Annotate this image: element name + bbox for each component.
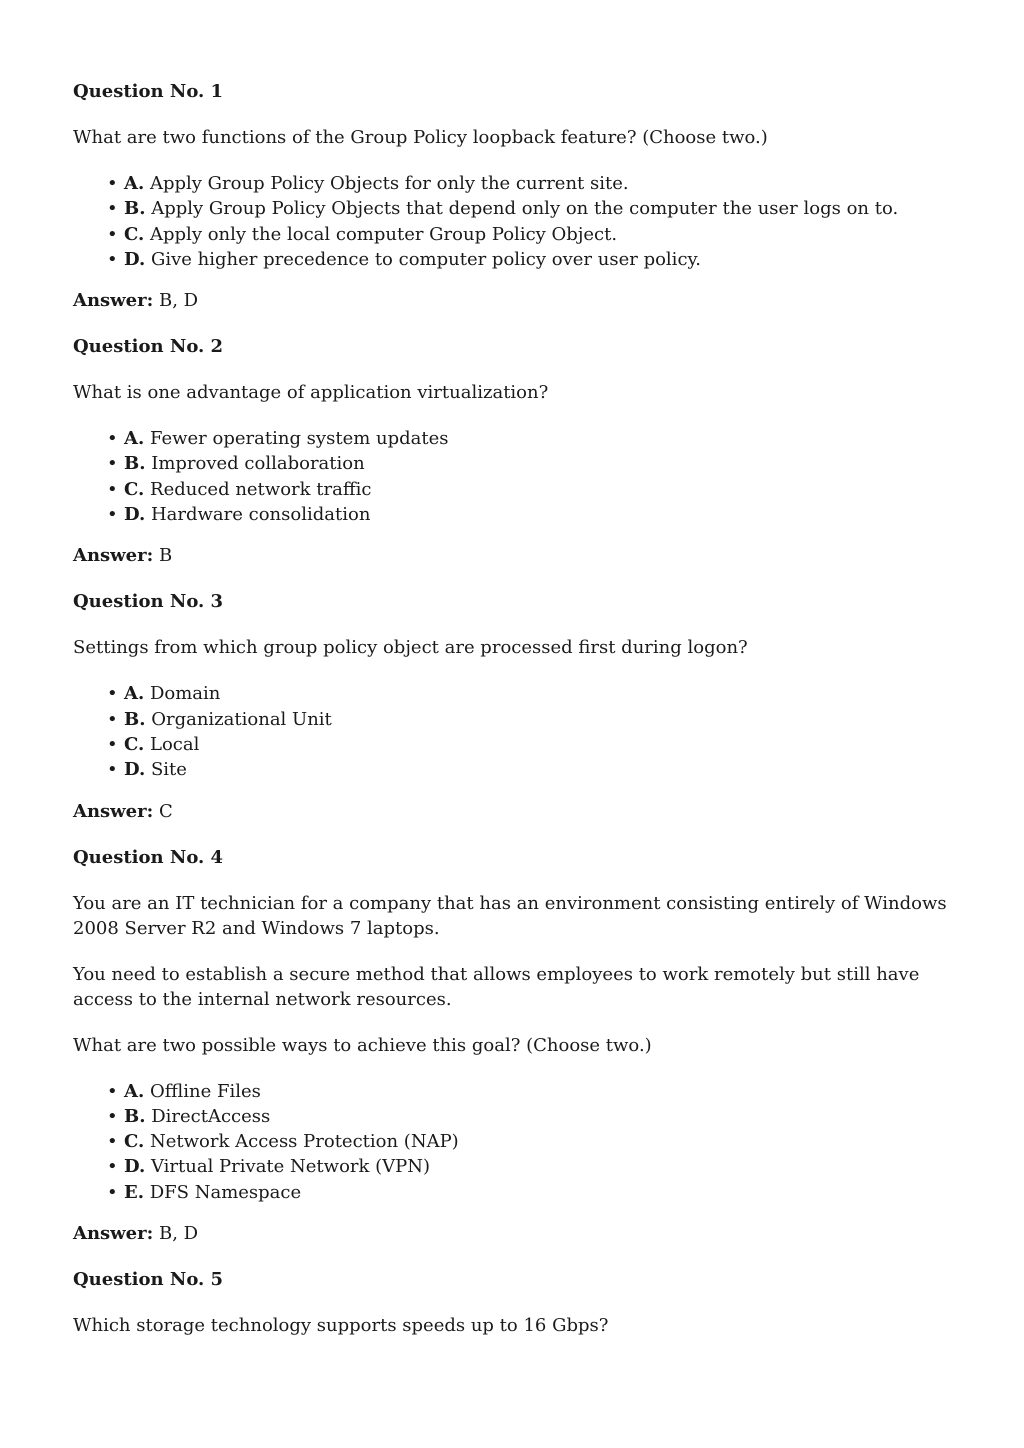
- option-letter: D.: [124, 759, 146, 781]
- option-item: [107, 1129, 953, 1154]
- option-item: [107, 477, 953, 502]
- option-item: [107, 757, 953, 782]
- bullet-icon: •: [107, 733, 118, 755]
- option-letter: C.: [124, 478, 145, 500]
- document-page: [73, 79, 953, 1359]
- bullet-icon: •: [107, 428, 118, 450]
- option-letter: A.: [124, 428, 145, 450]
- option-letter: B.: [124, 708, 146, 730]
- bullet-icon: •: [107, 453, 118, 475]
- bullet-icon: •: [107, 1105, 118, 1127]
- option-item: [107, 681, 953, 706]
- option-text: Give higher precedence to computer policy over user policy.: [150, 248, 702, 270]
- option-text: Domain: [149, 683, 221, 705]
- option-letter: D.: [124, 1156, 146, 1178]
- option-text: Network Access Protection (NAP): [150, 1131, 459, 1153]
- option-text: Organizational Unit: [151, 708, 332, 730]
- option-letter: A.: [124, 1080, 145, 1102]
- bullet-icon: •: [107, 1131, 118, 1153]
- question-block: [73, 845, 953, 1246]
- option-text: Hardware consolidation: [150, 504, 371, 526]
- answer-label: Answer:: [73, 545, 154, 567]
- answer-line: [73, 288, 953, 313]
- option-text: Apply Group Policy Objects that depend only on the computer the user logs on to.: [151, 198, 899, 220]
- bullet-icon: •: [107, 1181, 118, 1203]
- option-letter: B.: [124, 1105, 146, 1127]
- question-text: Settings from which group policy object are processed first during logon?: [73, 637, 748, 659]
- question-block: [73, 589, 953, 823]
- option-item: [107, 171, 953, 196]
- question-block: [73, 79, 953, 313]
- answer-value: B: [159, 545, 173, 567]
- option-letter: B.: [124, 198, 146, 220]
- bullet-icon: •: [107, 223, 118, 245]
- answer-label: Answer:: [73, 290, 154, 312]
- bullet-icon: •: [107, 1080, 118, 1102]
- question-block: [73, 334, 953, 568]
- bullet-icon: •: [107, 759, 118, 781]
- option-item: [107, 1104, 953, 1129]
- question-title: Question No. 4: [73, 846, 224, 868]
- option-text: DFS Namespace: [149, 1181, 302, 1203]
- answer-line: [73, 799, 953, 824]
- answer-value: B, D: [159, 1223, 199, 1245]
- option-text: Local: [150, 733, 200, 755]
- bullet-icon: •: [107, 173, 118, 194]
- option-item: [107, 1079, 953, 1104]
- question-text: What are two functions of the Group Policy loopback feature? (Choose two.): [73, 127, 768, 148]
- question-text: Which storage technology supports speeds up to 16 Gbps?: [73, 1315, 609, 1337]
- option-item: [107, 1154, 953, 1179]
- option-list: [73, 1079, 953, 1205]
- option-letter: B.: [124, 453, 146, 475]
- option-item: [107, 196, 953, 221]
- option-text: Fewer operating system updates: [149, 428, 449, 450]
- question-title: Question No. 5: [73, 1269, 224, 1291]
- option-letter: A.: [124, 683, 145, 705]
- option-text: Apply only the local computer Group Policy Object.: [150, 223, 618, 245]
- option-list: [73, 171, 953, 272]
- option-letter: A.: [124, 173, 145, 194]
- option-text: Apply Group Policy Objects for only the current site.: [149, 173, 629, 194]
- option-item: [107, 732, 953, 757]
- option-letter: C.: [124, 1131, 145, 1153]
- option-text: DirectAccess: [151, 1105, 271, 1127]
- option-text: Improved collaboration: [151, 453, 365, 475]
- option-item: [107, 502, 953, 527]
- answer-label: Answer:: [73, 800, 154, 822]
- option-item: [107, 707, 953, 732]
- option-letter: E.: [124, 1181, 144, 1203]
- answer-line: [73, 543, 953, 568]
- option-text: Site: [150, 759, 187, 781]
- option-letter: D.: [124, 504, 146, 526]
- bullet-icon: •: [107, 683, 118, 705]
- option-item: [107, 247, 953, 272]
- option-item: [107, 426, 953, 451]
- answer-label: Answer:: [73, 1223, 154, 1245]
- option-letter: C.: [124, 733, 145, 755]
- option-list: [73, 681, 953, 782]
- option-text: Reduced network traffic: [150, 478, 372, 500]
- option-text: Virtual Private Network (VPN): [150, 1156, 431, 1178]
- option-item: [107, 222, 953, 247]
- question-text: What is one advantage of application virtualization?: [73, 382, 549, 404]
- bullet-icon: •: [107, 1156, 118, 1178]
- question-text: You need to establish a secure method that allows employees to work remotely but still have access to the internal network resources.: [73, 963, 920, 1010]
- question-title: Question No. 1: [73, 81, 224, 102]
- option-item: [107, 451, 953, 476]
- answer-line: [73, 1221, 953, 1246]
- answer-value: C: [159, 800, 173, 822]
- question-block: [73, 1267, 953, 1338]
- option-text: Offline Files: [149, 1080, 261, 1102]
- bullet-icon: •: [107, 478, 118, 500]
- option-item: [107, 1180, 953, 1205]
- bullet-icon: •: [107, 708, 118, 730]
- bullet-icon: •: [107, 504, 118, 526]
- question-title: Question No. 3: [73, 591, 224, 613]
- question-text: What are two possible ways to achieve this goal? (Choose two.): [73, 1034, 652, 1056]
- option-letter: C.: [124, 223, 145, 245]
- option-letter: D.: [124, 248, 146, 270]
- question-text: You are an IT technician for a company that has an environment consisting entirely of Windows 2008 Server R2 and Windows 7 laptops.: [73, 892, 947, 939]
- answer-value: B, D: [159, 290, 199, 312]
- bullet-icon: •: [107, 198, 118, 220]
- question-title: Question No. 2: [73, 336, 224, 358]
- bullet-icon: •: [107, 248, 118, 270]
- option-list: [73, 426, 953, 527]
